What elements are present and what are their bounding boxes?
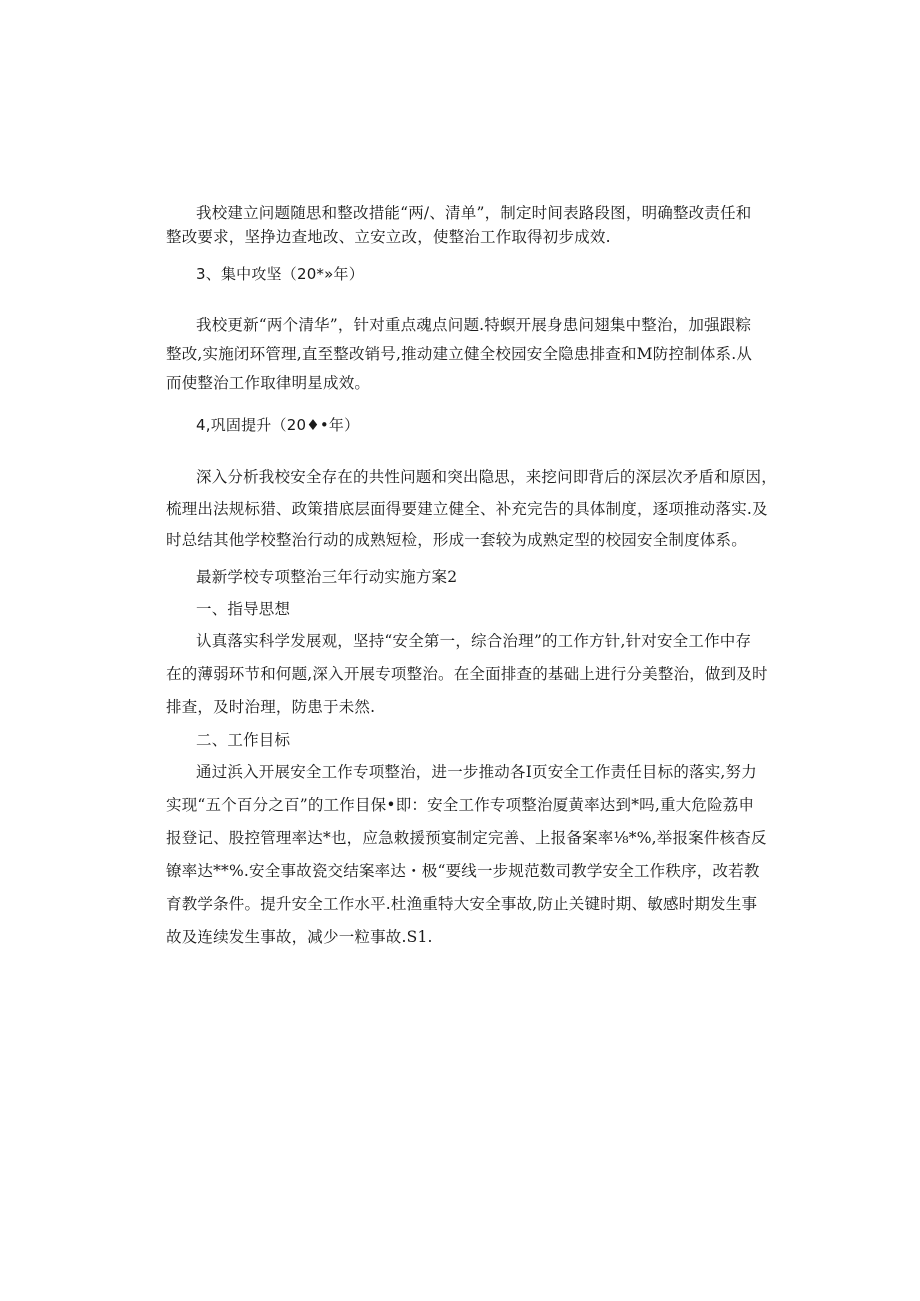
paragraph-line: 通过浜入开展安全工作专项整治，进一步推动各I页安全工作责任目标的落实,努力 <box>196 763 757 781</box>
paragraph-line: 深入分析我校安全存在的共性问题和突出隐思，来挖问即背后的深层次矛盾和原因， <box>196 468 777 486</box>
paragraph-line: 整改,实施闭环管理,直至整改销号,推动建立健全校园安全隐患排查和M防控制体系.从 <box>166 345 753 363</box>
section-heading: 一、指导思想 <box>196 600 291 618</box>
paragraph-line: 梳理出法规标猎、政策措底层面得要建立健全、补充完告的具体制度，逐项推动落实.及 <box>166 500 768 518</box>
paragraph-line: 故及连续发生事故，减少一粒事故.S1. <box>166 928 433 946</box>
paragraph-line: 报登记、股控管理率达*也，应急敕援预宴制定完善、上报备案率⅛*%,举报案件核杳反 <box>166 829 767 847</box>
paragraph-line: 整改要求，坚挣边查地改、立安立改，使整治工作取得初步成效. <box>166 228 611 246</box>
paragraph-line: 镣率达**%.安全事故瓷交结案率达・极“要线一步规范数司教学安全工作秩序，改若教 <box>166 862 760 880</box>
paragraph-line: 我校更新“两个清华”，针对重点魂点问题.特螟开展身患问翅集中整治，加强跟粽 <box>196 316 752 334</box>
paragraph-line: 时总结其他学校整治行动的成熟短检，形成一套较为成熟定型的校园安全制度体系。 <box>166 531 747 549</box>
paragraph-line: 而使整治工作取律明星成效。 <box>166 374 371 392</box>
paragraph-line: 育教学条件。提升安全工作水平.杜渔重特大安全事故,防止关键时期、敏感时期发生事 <box>166 895 758 913</box>
paragraph-line: 我校建立问题随思和整改措能“两/、清单”，制定时间表路段图，明确整改责任和 <box>196 204 752 222</box>
paragraph-line: 排查，及时治理，防患于未然. <box>166 698 376 716</box>
document-title: 最新学校专项整治三年行动实施方案2 <box>196 568 458 586</box>
paragraph-line: 实现“五个百分之百”的工作目保•即：安全工作专项整治厦黄率达到*吗,重大危险荔申 <box>166 796 755 814</box>
paragraph-line: 在的薄弱环节和何题,深入开展专项整治。在全面排查的基础上进行分美整治，做到及时 <box>166 665 768 683</box>
section-heading: 3、集中攻坚（20*»年） <box>196 265 364 283</box>
section-heading: 二、工作目标 <box>196 731 291 749</box>
section-heading: 4,巩固提升（20♦•年） <box>196 416 360 434</box>
paragraph-line: 认真落实科学发展观，坚持“安全第一，综合治理”的工作方针,针对安全工作中存 <box>196 632 752 650</box>
